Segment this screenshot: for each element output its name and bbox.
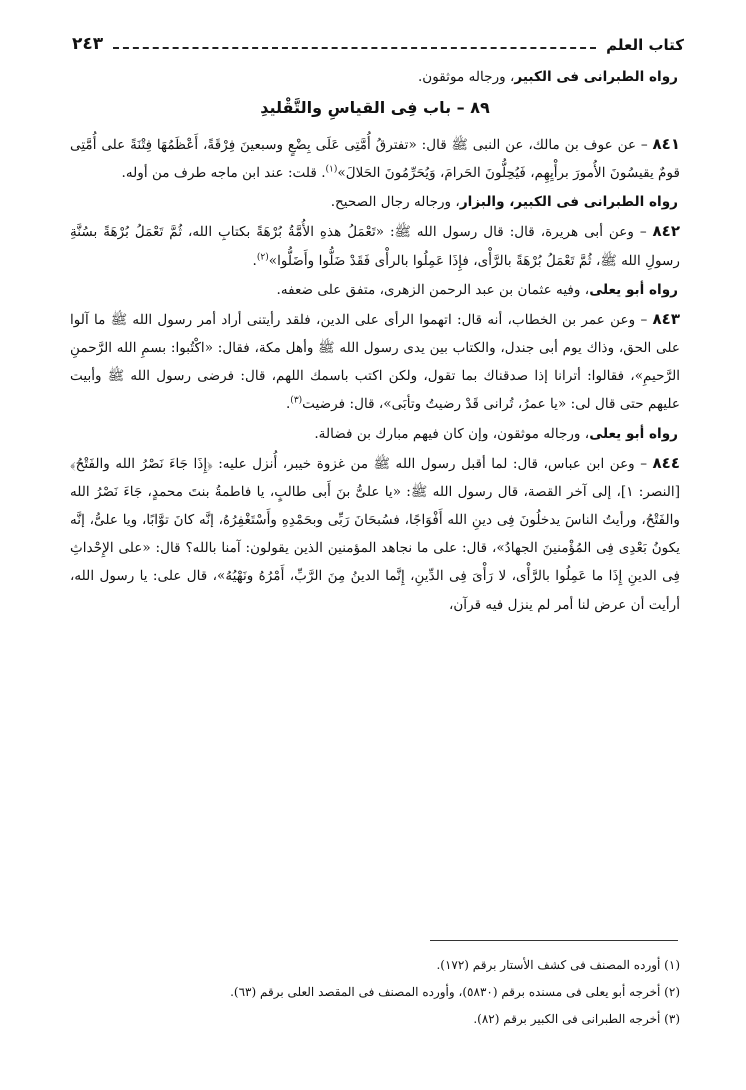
page-body (70, 62, 680, 619)
hadith-paragraph (70, 217, 680, 274)
source-rest: ، وفيه عثمان بن عبد الرحمن الزهرى، متفق على ضعفه. (276, 281, 590, 298)
running-title: كتاب العلم (606, 36, 684, 54)
hadith-text: – وعن ابن عباس، قال: لما أقبل رسول الله ﷺ من غزوة خيبر، أُنزل عليه: ﴿إِذَا جَاءَ نَصْرُ الله والفَتْحُ﴾ [النصر: ١]، إلى آخر القصة، قال رسول الله ﷺ: «يا علىُّ بنَ أَبى طالبٍ، يا فاطمةُ بنتَ محمدٍ، جَاءَ نَصْرُ الله والفَتْحُ، ورأيتُ الناسَ يدخلُونَ فِى دينِ الله أَفْوَاجًا، فسُبحَانَ رَبِّى وبحَمْدِهِ وأَسْتَغْفِرُهُ، إنَّه كانَ توَّابًا، ويا علىُّ، إنَّه يكونُ بَعْدِى فِى المُؤْمنينَ الجهادُ»، قال: على ما نجاهد المؤمنين الذين يقولون: آمنا بالله؟ قال: «على الإِحْداثِ فِى الدينِ إِذَا ما عَمِلُوا بالرَّأْى، لا رَأْىَ فِى الدِّينِ، إِنَّما الدينُ مِنَ الرَّبِّ، أَمْرُهُ ونَهْيُهُ»، قال على: يا رسول الله، أرأيت أن عرض لنا أمر لم ينزل فيه قرآن، (70, 455, 681, 613)
page-header (72, 32, 684, 54)
footnote-item: (٢) أخرجه أبو يعلى فى مسنده برقم (٥٨٣٠)، وأورده المصنف فى المقصد العلى برقم (٦٣). (230, 985, 680, 999)
hadith-number: ٨٤٣ (652, 309, 680, 328)
footnotes (70, 952, 680, 1033)
hadith-note: . (285, 396, 291, 413)
source-line (70, 419, 680, 449)
source-rest: ، ورجاله موثقون، وإن كان فيهم مبارك بن فضالة. (314, 425, 590, 442)
source-rest: ، ورجاله موثقون. (417, 69, 515, 85)
source-line (70, 275, 680, 305)
hadith-paragraph (70, 449, 680, 619)
page-number: ٢٤٣ (72, 34, 104, 54)
source-bold: رواه الطبرانى فى الكبير، والبزار (459, 194, 678, 211)
source-line (70, 62, 680, 92)
hadith-number: ٨٤١ (652, 135, 680, 153)
footnote-item: (٣) أخرجه الطبرانى فى الكبير برقم (٨٢). (473, 1012, 680, 1026)
footnote-marker: (١) (325, 164, 338, 175)
hadith-note: . (252, 252, 257, 269)
hadith-paragraph (70, 305, 680, 419)
source-bold: رواه الطبرانى فى الكبير (514, 69, 678, 85)
footnote-item: (١) أورده المصنف فى كشف الأستار برقم (١٧٢). (436, 958, 680, 972)
footnote-marker: (٣) (290, 395, 303, 406)
footnote-separator (430, 940, 678, 941)
hadith-note: . قلت: عند ابن ماجه طرف من أوله. (121, 165, 326, 182)
source-bold: رواه أبو يعلى (589, 281, 678, 298)
chapter-title: ٨٩ – باب فِى القياسِ والتَّقْليدِ (260, 98, 490, 117)
header-dashed-rule (113, 47, 596, 49)
hadith-text: – وعن أبى هريرة، قال: قال رسول الله ﷺ: «تَعْمَلُ هذهِ الأُمَّةُ بُرْهَةً بكتابِ الله، ثُمَّ تَعْمَلُ بُرْهَةً بسُنَّةِ رسولِ الله ﷺ، ثُمَّ تَعْمَلُ بُرْهَةً بالرَّأْى، فإِذَا عَمِلُوا بالرأْى فَقَدْ ضَلُّوا وأَضَلُّوا» (70, 224, 680, 269)
footnote-marker: (٢) (256, 252, 269, 263)
hadith-number: ٨٤٤ (652, 453, 680, 472)
source-line (70, 187, 680, 217)
hadith-text: – عن عوف بن مالك، عن النبى ﷺ قال: «تفترقُ أُمَّتِى عَلَى بِضْعٍ وسبعينَ فِرْقَةً، أَعْظَمُهَا فِتْنَةً على أُمَّتِى قومٌ يقيسُونَ الأُمورَ برأْيِهِم، فَيُحِلُّونَ الحَرامَ، وَيُحَرِّمُونَ الحَلالَ» (70, 137, 680, 182)
hadith-text: – وعن عمر بن الخطاب، أنه قال: اتهموا الرأى على الدين، فلقد رأيتنى أراد أمر رسول الله ﷺ ما آلوا على الحق، وذاك يوم أبى جندل، والكتاب بين يدى رسول الله ﷺ وأهل مكة، فقال: «اكْتُبوا: بسمِ الله الرَّحمنِ الرَّحيمِ»، فقالوا: أترانا إذا صدقناك بما تقول، ولكن اكتب باسمك اللهم، قال: فرضى رسول الله ﷺ وأبيت عليهم حتى قال لى: «يا عمرُ، تُرانى قَدْ رضيتُ وتأبَى»، قال: فرضيت (70, 311, 680, 413)
source-bold: رواه أبو يعلى (589, 425, 678, 442)
hadith-paragraph (70, 130, 680, 187)
source-rest: ، ورجاله رجال الصحيح. (330, 194, 460, 211)
hadith-number: ٨٤٢ (652, 222, 680, 241)
